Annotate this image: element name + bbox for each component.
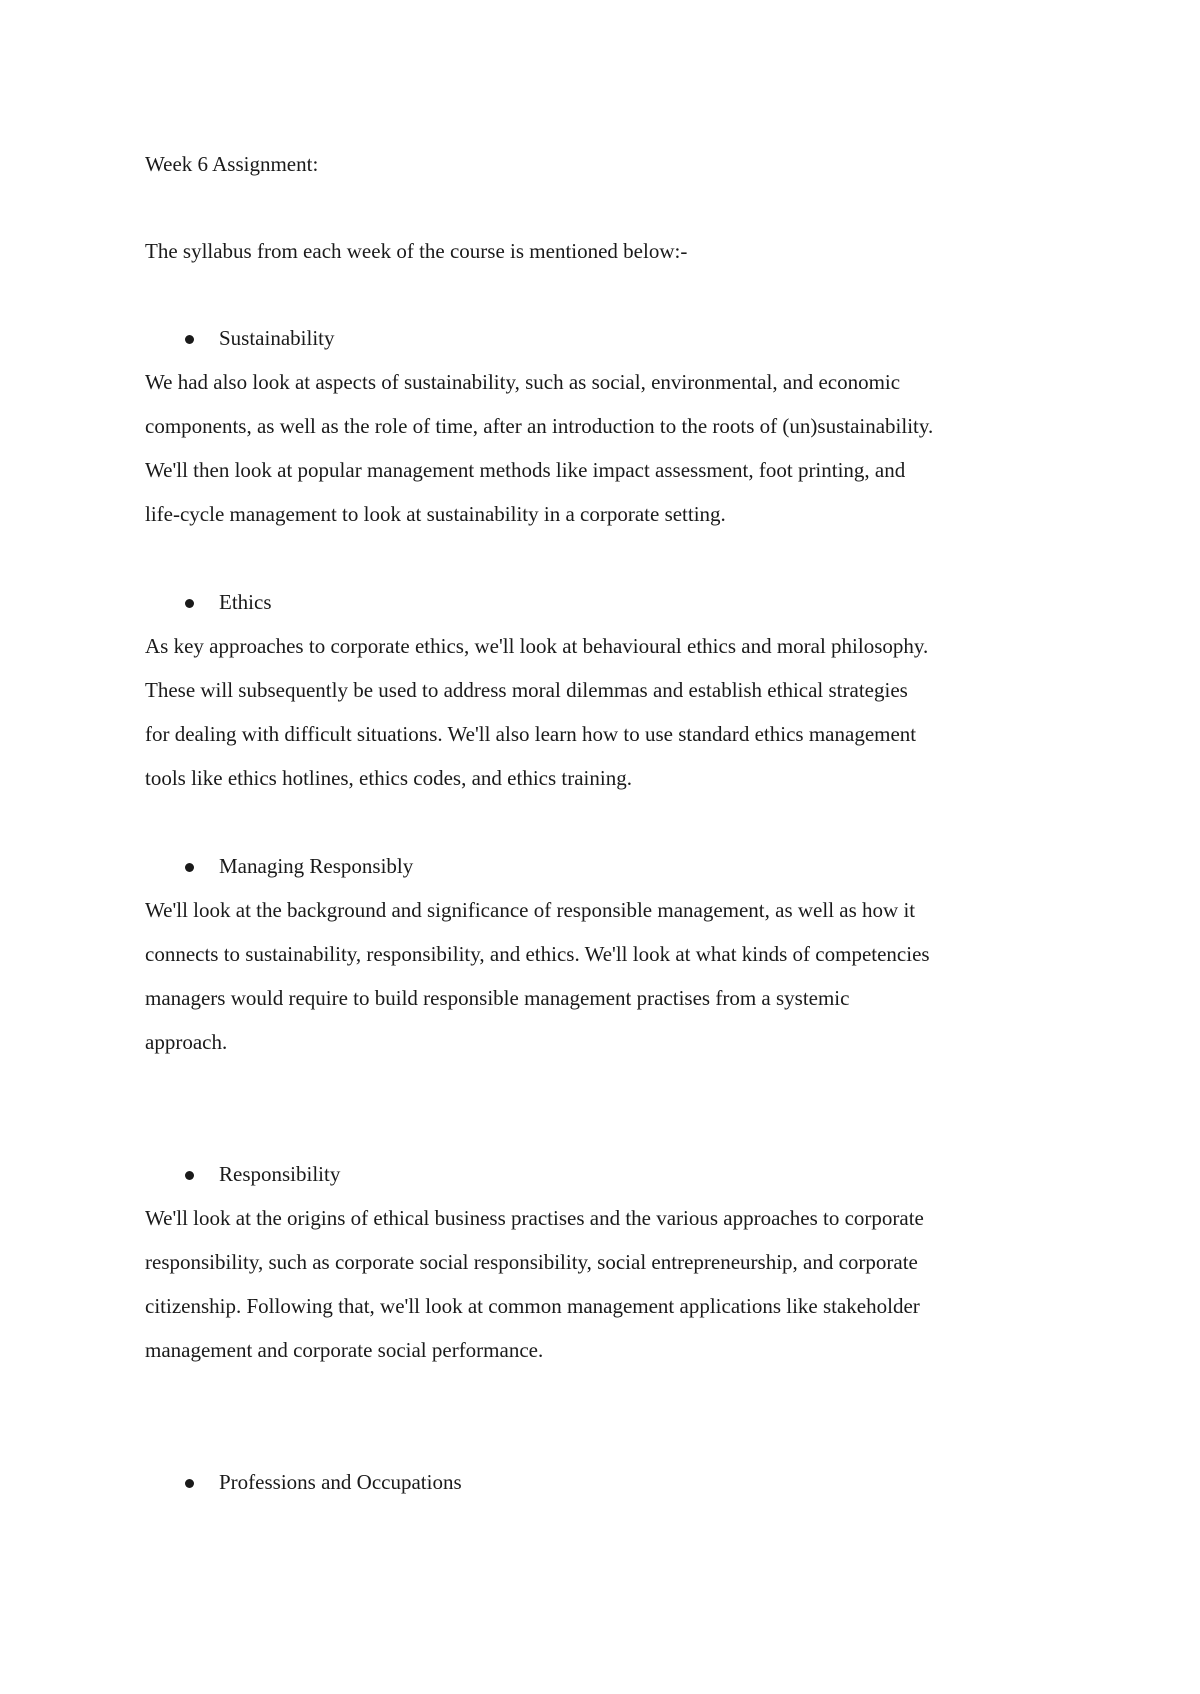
document-page: [145, 142, 1085, 1504]
paragraph-line: We'll then look at popular management methods like impact assessment, foot printing, and: [145, 458, 906, 482]
paragraph-line: life-cycle management to look at sustainability in a corporate setting.: [145, 502, 726, 526]
bullet-icon: [185, 1171, 194, 1180]
section-heading-ethics: [145, 580, 1085, 624]
section-heading-label: Managing Responsibly: [219, 854, 414, 878]
bullet-icon: [185, 863, 194, 872]
paragraph-line: citizenship. Following that, we'll look at common management applications like stakeholder: [145, 1294, 920, 1318]
section-paragraph-ethics: [145, 624, 1085, 800]
bullet-icon: [185, 599, 194, 608]
paragraph-line: We'll look at the origins of ethical business practises and the various approaches to corporate: [145, 1206, 924, 1230]
paragraph-line: approach.: [145, 1030, 228, 1054]
section-heading-label: Ethics: [219, 590, 272, 614]
section-heading-label: Responsibility: [219, 1162, 341, 1186]
section-heading-responsibility: [145, 1152, 1085, 1196]
paragraph-line: managers would require to build responsible management practises from a systemic: [145, 986, 850, 1010]
section-paragraph-sustainability: [145, 360, 1085, 536]
section-heading-label: Professions and Occupations: [219, 1470, 462, 1494]
paragraph-line: connects to sustainability, responsibility, and ethics. We'll look at what kinds of competencies: [145, 942, 930, 966]
paragraph-line: for dealing with difficult situations. We'll also learn how to use standard ethics management: [145, 722, 917, 746]
section-paragraph-managing-responsibly: [145, 888, 1085, 1064]
section-heading-managing-responsibly: [145, 844, 1085, 888]
section-paragraph-responsibility: [145, 1196, 1085, 1372]
paragraph-line: We'll look at the background and significance of responsible management, as well as how it: [145, 898, 916, 922]
bullet-icon: [185, 335, 194, 344]
section-heading-sustainability: [145, 316, 1085, 360]
section-heading-label: Sustainability: [219, 326, 335, 350]
document-title: Week 6 Assignment:: [145, 152, 319, 176]
bullet-icon: [185, 1479, 194, 1488]
paragraph-line: tools like ethics hotlines, ethics codes, and ethics training.: [145, 766, 632, 790]
paragraph-line: We had also look at aspects of sustainability, such as social, environmental, and economic: [145, 370, 901, 394]
section-heading-professions-and-occupations: [145, 1460, 1085, 1504]
paragraph-line: These will subsequently be used to address moral dilemmas and establish ethical strategies: [145, 678, 908, 702]
paragraph-line: responsibility, such as corporate social responsibility, social entrepreneurship, and corporate: [145, 1250, 918, 1274]
paragraph-line: management and corporate social performance.: [145, 1338, 544, 1362]
intro-text: The syllabus from each week of the course is mentioned below:-: [145, 239, 688, 263]
paragraph-line: As key approaches to corporate ethics, we'll look at behavioural ethics and moral philosophy.: [145, 634, 929, 658]
paragraph-line: components, as well as the role of time, after an introduction to the roots of (un)sustainability.: [145, 414, 934, 438]
